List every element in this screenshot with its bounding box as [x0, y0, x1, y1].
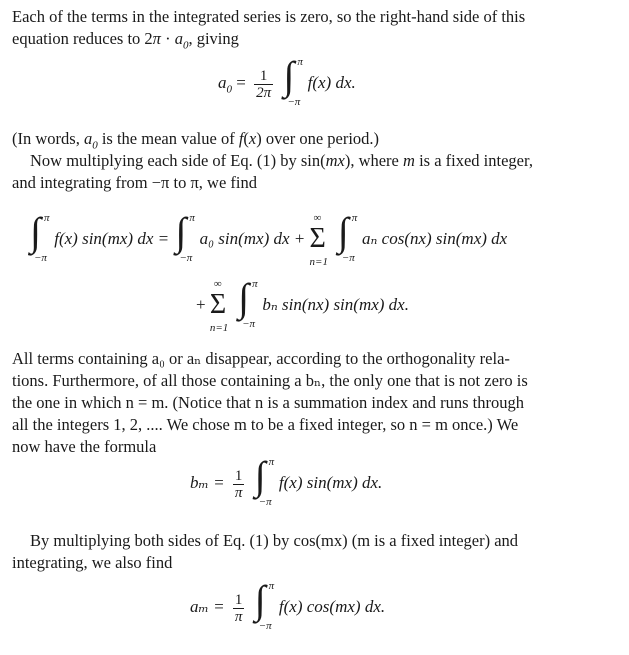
text-line: tions. Furthermore, of all those containing a bₙ, the only one that is not zero is	[12, 371, 528, 390]
integral-sign: ∫ π −π	[254, 577, 275, 632]
text-line: and integrating from −π to π, we find	[12, 173, 257, 192]
equation-expansion-line1	[28, 209, 508, 268]
text-line: (In words, $a_0$ is the mean value of f(x) over one period.)	[12, 129, 380, 152]
pi-symbol: π	[152, 29, 161, 48]
eq-lhs: bₘ =	[190, 472, 225, 492]
eq-lhs: f(x) sin(mx) dx =	[54, 228, 170, 248]
paragraph-multiply-cos	[12, 530, 582, 574]
text-line	[12, 28, 582, 50]
eq-lhs: aₘ =	[190, 596, 225, 616]
equation-am	[190, 577, 386, 632]
text-span: ·	[160, 29, 175, 48]
paragraph-mean-value	[12, 128, 582, 150]
eq-plus: +	[196, 294, 206, 314]
eq-integrand: f(x) sin(mx) dx.	[278, 472, 383, 492]
a0-symbol: $a_0$	[174, 29, 189, 52]
equation-bm	[190, 453, 383, 508]
text-line: now have the formula	[12, 437, 157, 456]
eq-equals: =	[236, 72, 246, 92]
eq-integrand: f(x) cos(mx) dx.	[278, 596, 386, 616]
eq-term1: a₀ sin(mx) dx +	[199, 228, 306, 248]
sum-sign: ∞ Σ n=1	[209, 278, 229, 334]
integral-sign: ∫ π −π	[337, 209, 358, 264]
text-line: Each of the terms in the integrated series is zero, so the right-hand side of this	[12, 7, 526, 26]
text-line: the one in which n = m. (Notice that n is a summation index and runs through	[12, 393, 525, 412]
paragraph-orthogonality	[12, 348, 582, 458]
equation-expansion-line2	[196, 275, 409, 334]
text-span: , giving	[188, 29, 239, 48]
integral-sign: ∫ π −π	[254, 453, 275, 508]
integral-sign: ∫ π −π	[175, 209, 195, 264]
integral-sign: ∫ π −π	[283, 53, 303, 108]
eq-lhs: $a_0$	[218, 72, 232, 96]
text-line: All terms containing a₀ or aₙ disappear, according to the orthogonality rela-	[12, 349, 510, 368]
eq-term2: aₙ cos(nx) sin(mx) dx	[362, 228, 508, 248]
text-span: equation reduces to 2	[12, 29, 153, 48]
text-line: integrating, we also find	[12, 553, 173, 572]
integral-sign: ∫ π −π	[30, 209, 50, 264]
eq-term3: bₙ sin(nx) sin(mx) dx.	[262, 294, 409, 314]
paragraph-multiply-sin	[12, 150, 582, 194]
text-line: all the integers 1, 2, .... We chose m to be a fixed integer, so n = m once.) We	[12, 415, 519, 434]
fraction: $\frac{1}{\pi}$	[234, 467, 243, 501]
text-line: By multiplying both sides of Eq. (1) by cos(mx) (m is a fixed integer) and	[30, 531, 519, 550]
text-line: Now multiplying each side of Eq. (1) by sin(mx), where m is a fixed integer,	[30, 151, 533, 170]
fraction: $\frac{1}{2\pi}$	[256, 67, 272, 101]
paragraph-intro	[12, 6, 582, 50]
equation-a0	[218, 53, 356, 108]
integral-sign: ∫ π −π	[238, 275, 258, 330]
sum-sign: ∞ Σ n=1	[309, 212, 328, 268]
fraction: $\frac{1}{\pi}$	[234, 591, 243, 625]
eq-integrand: f(x) dx.	[307, 72, 356, 92]
